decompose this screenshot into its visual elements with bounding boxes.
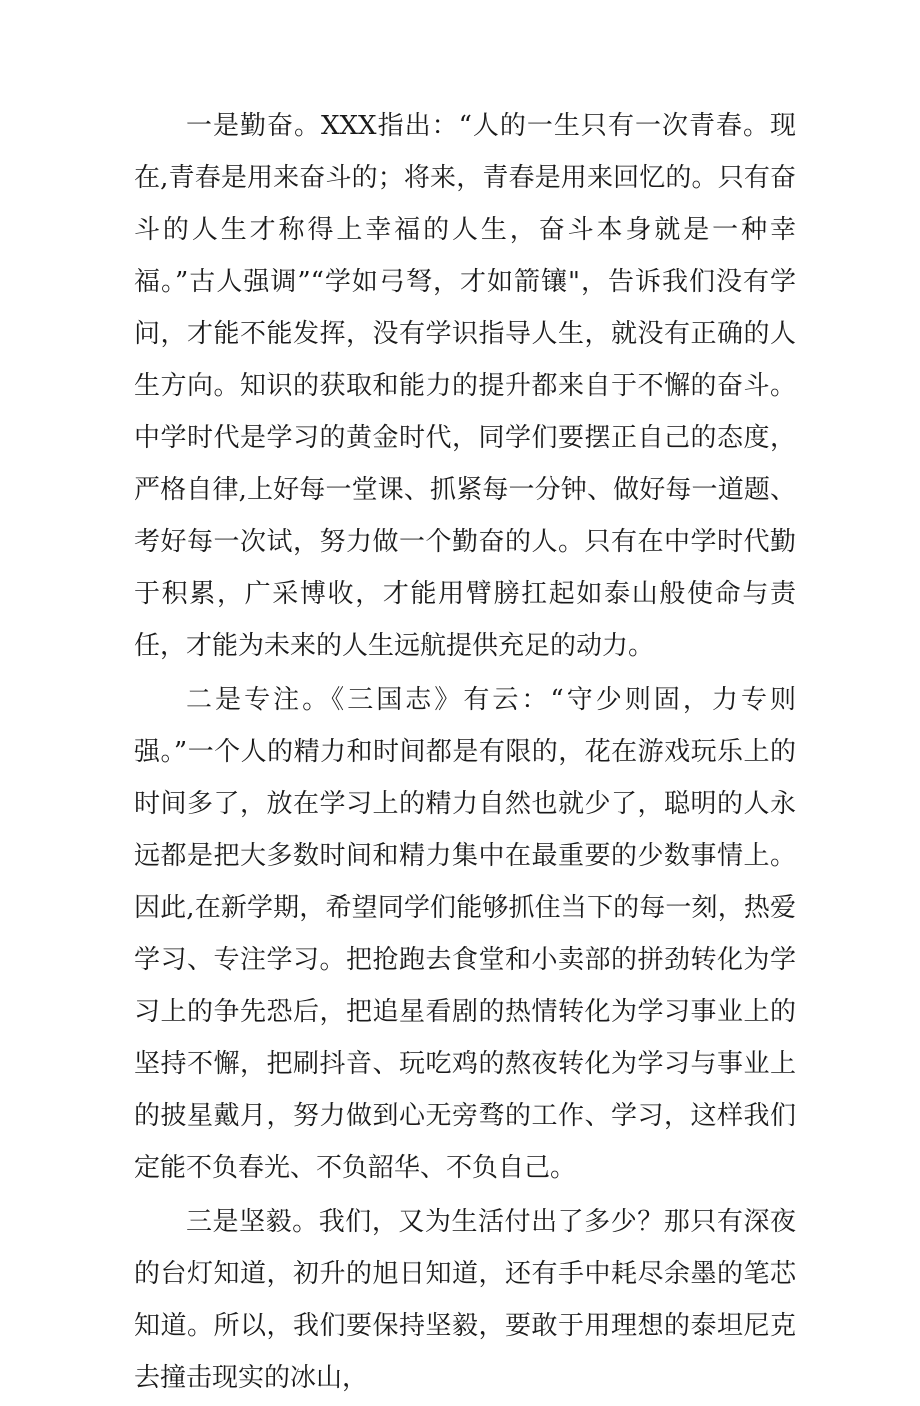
paragraph-diligence: 一是勤奋。XXX指出：“人的一生只有一次青春。现在,青春是用来奋斗的；将来，青春是用来回忆的。只有奋斗的人生才称得上幸福的人生，奋斗本身就是一种幸福。”古人强调”“学如弓弩，才如箭镶"，告诉我们没有学问，才能不能发挥，没有学识指导人生，就没有正确的人生方向。知识的获取和能力的提升都来自于不懈的奋斗。中学时代是学习的黄金时代，同学们要摆正自己的态度，严格自律,上好每一堂课、抓紧每一分钟、做好每一道题、考好每一次试，努力做一个勤奋的人。只有在中学时代勤于积累，广采博收，才能用臂膀扛起如泰山般使命与责任，才能为未来的人生远航提供充足的动力。 (134, 111, 796, 661)
paragraph-perseverance: 三是坚毅。我们，又为生活付出了多少？那只有深夜的台灯知道，初升的旭日知道，还有手中耗尽余墨的笔芯知道。所以，我们要保持坚毅，要敢于用理想的泰坦尼克去撞击现实的冰山， (134, 1207, 796, 1393)
paragraph-focus: 二是专注。《三国志》有云：“守少则固，力专则强。”一个人的精力和时间都是有限的，花在游戏玩乐上的时间多了，放在学习上的精力自然也就少了，聪明的人永远都是把大多数时间和精力集中在最重要的少数事情上。因此,在新学期，希望同学们能够抓住当下的每一刻，热爱学习、专注学习。把抢跑去食堂和小卖部的拼劲转化为学习上的争先恐后，把追星看剧的热情转化为学习事业上的坚持不懈，把刷抖音、玩吃鸡的熬夜转化为学习与事业上的披星戴月，努力做到心无旁骛的工作、学习，这样我们定能不负春光、不负韶华、不负自己。 (134, 685, 796, 1183)
document-body (134, 100, 796, 1406)
